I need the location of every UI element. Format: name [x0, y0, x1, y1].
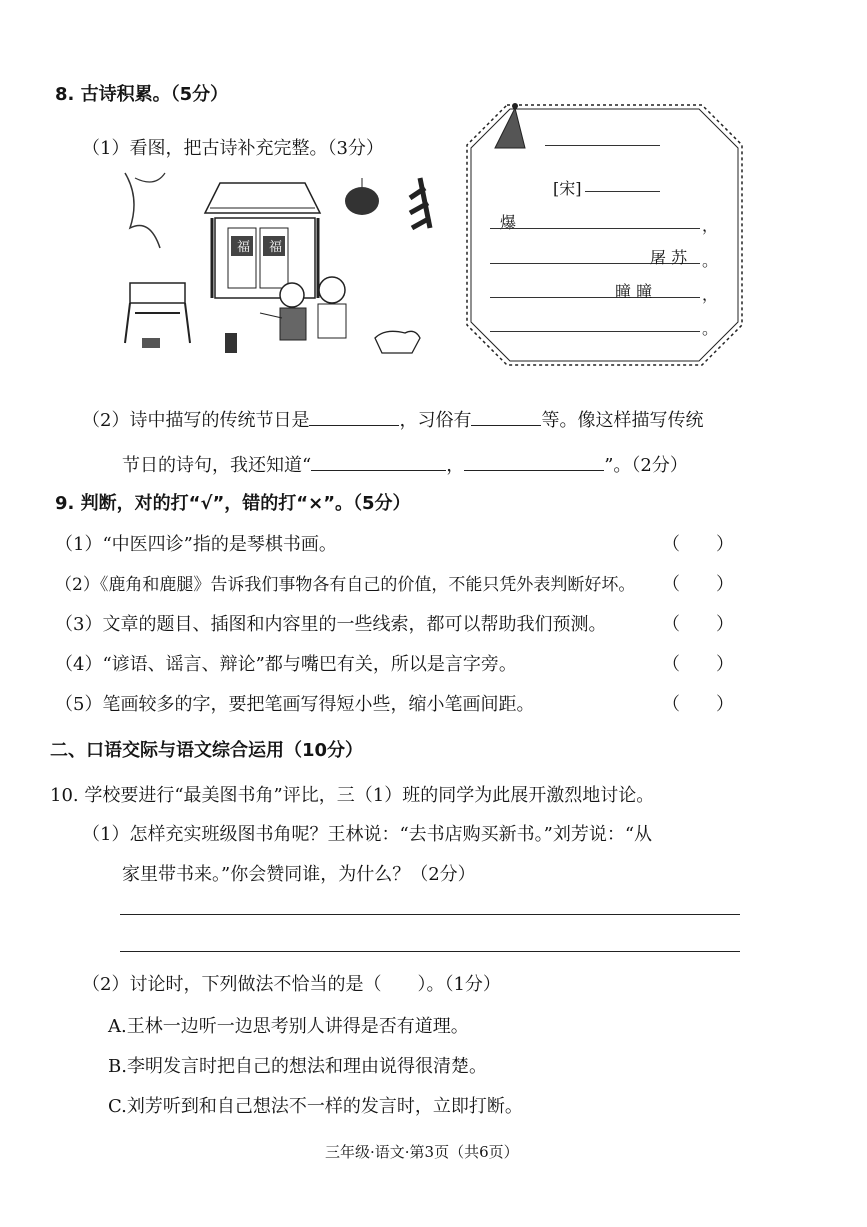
- poem-line3-mid: 曈 曈: [615, 282, 653, 301]
- q8-sub2-c: 等。像这样描写传统: [541, 410, 704, 431]
- q9-answer-2[interactable]: （ ）: [662, 574, 734, 595]
- q8-sub2-e: ，: [446, 455, 465, 476]
- q8-sub1: （1）看图，把古诗补充完整。（3分）: [82, 138, 384, 159]
- q9-answer-4[interactable]: （ ）: [662, 654, 734, 675]
- poem-verse-blank-1[interactable]: [311, 452, 446, 471]
- q10-sub1-line1: （1）怎样充实班级图书角呢？王林说：“去书店购买新书。”刘芳说：“从: [82, 824, 653, 845]
- poem-line2-end: 屠 苏: [650, 248, 688, 267]
- q8-sub2-f: ”。（2分）: [604, 455, 688, 476]
- fu-character-left: 福: [237, 240, 251, 255]
- q9-item-1: （1）“中医四诊”指的是琴棋书画。: [55, 534, 337, 555]
- q9-answer-5[interactable]: （ ）: [662, 694, 734, 715]
- q10-option-a: A.王林一边听一边思考别人讲得是否有道理。: [108, 1016, 469, 1037]
- q8-sub2-d: 节日的诗句，我还知道“: [122, 455, 312, 476]
- section2-title: 二、口语交际与语文综合运用（10分）: [50, 740, 364, 761]
- q8-sub2-a: （2）诗中描写的传统节日是: [82, 410, 310, 431]
- page-footer: 三年级·语文·第3页（共6页）: [325, 1143, 519, 1161]
- q9-title: 9. 判断，对的打“√”，错的打“×”。（5分）: [55, 493, 411, 514]
- poem-line3-comma: ，: [702, 285, 719, 304]
- poem-dynasty: [宋]: [553, 179, 582, 198]
- poem-line1-blank[interactable]: [490, 228, 700, 229]
- q9-answer-3[interactable]: （ ）: [662, 614, 734, 635]
- q8-sub2-line2: [122, 451, 688, 477]
- q10-answer-line-1[interactable]: [120, 914, 740, 915]
- poem-title-blank[interactable]: [545, 145, 660, 146]
- q9-item-3: （3）文章的题目、插图和内容里的一些线索，都可以帮助我们预测。: [55, 614, 607, 635]
- poem-line2-period: 。: [702, 251, 719, 270]
- custom-blank[interactable]: [471, 407, 541, 426]
- q10-option-c: C.刘芳听到和自己想法不一样的发言时，立即打断。: [108, 1096, 523, 1117]
- q8-sub2-line1: [82, 406, 703, 432]
- poem-author-blank[interactable]: [585, 191, 660, 192]
- q8-title: 8. 古诗积累。（5分）: [55, 84, 229, 105]
- q10-answer-line-2[interactable]: [120, 951, 740, 952]
- poem-line3-blank[interactable]: [490, 297, 700, 298]
- q9-item-2: （2）《鹿角和鹿腿》告诉我们事物各有自己的价值，不能只凭外表判断好坏。: [55, 575, 636, 595]
- q10-title: 10. 学校要进行“最美图书角”评比，三（1）班的同学为此展开激烈地讨论。: [50, 785, 655, 806]
- festival-illustration: [120, 168, 450, 368]
- q8-sub2-b: ，习俗有: [399, 410, 472, 431]
- q9-item-5: （5）笔画较多的字，要把笔画写得短小些，缩小笔画间距。: [55, 694, 535, 715]
- festival-scene-image: [120, 168, 450, 368]
- q9-answer-1[interactable]: （ ）: [662, 534, 734, 555]
- poem-line1-start: 爆: [500, 213, 517, 232]
- q10-option-b: B.李明发言时把自己的想法和理由说得很清楚。: [108, 1056, 487, 1077]
- q9-item-4: （4）“谚语、谣言、辩论”都与嘴巴有关，所以是言字旁。: [55, 654, 517, 675]
- poem-line4-blank[interactable]: [490, 331, 700, 332]
- poem-line4-period: 。: [702, 319, 719, 338]
- party-hat-icon: [490, 98, 530, 158]
- q10-sub2: （2）讨论时，下列做法不恰当的是（ ）。（1分）: [82, 974, 501, 995]
- fu-character-right: 福: [269, 240, 283, 255]
- poem-line1-comma: ，: [702, 216, 719, 235]
- q10-sub1-line2: 家里带书来。”你会赞同谁，为什么？（2分）: [122, 864, 476, 885]
- festival-blank[interactable]: [309, 407, 399, 426]
- poem-verse-blank-2[interactable]: [464, 452, 604, 471]
